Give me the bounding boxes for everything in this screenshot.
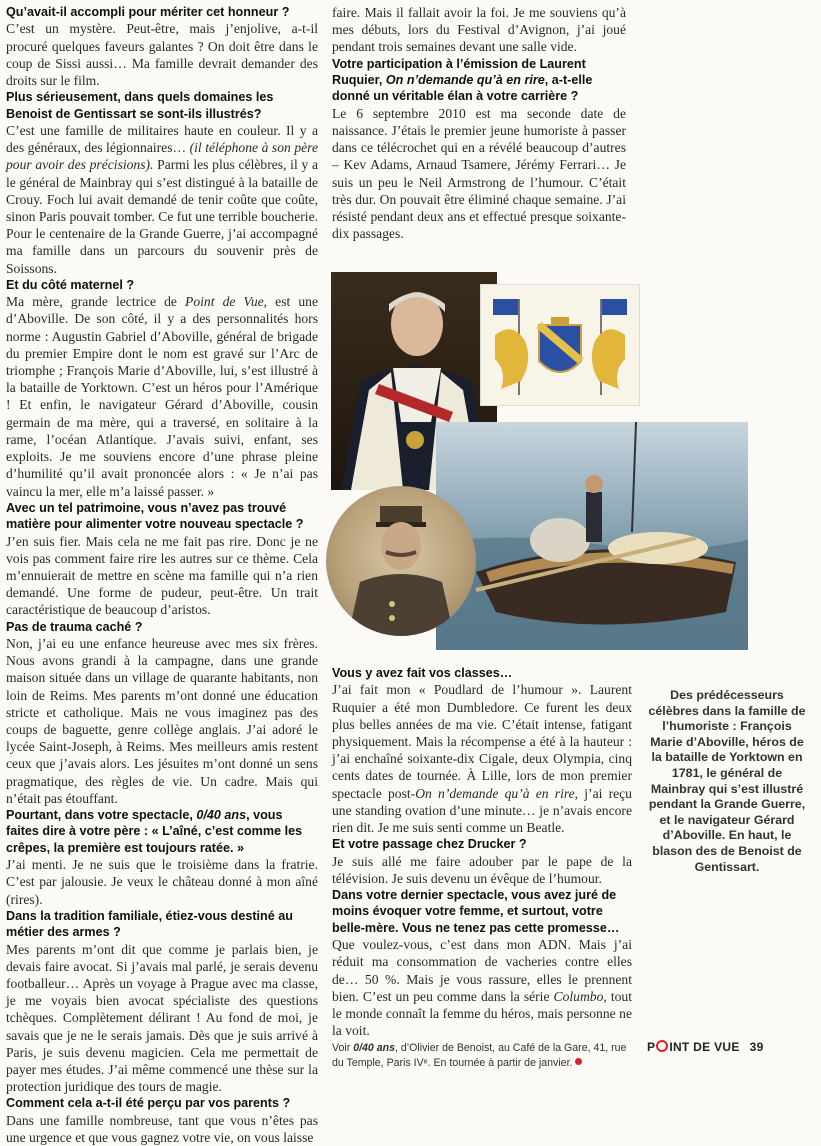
brand-name: P INT DE VUE xyxy=(647,1040,740,1054)
interview-question: Et du côté maternel ? xyxy=(6,277,135,292)
interview-question xyxy=(6,807,318,856)
text-run: C’est une famille de militaires haute en couleur. Il y a des généraux, des légionnaires… xyxy=(6,123,318,156)
end-dot-icon xyxy=(575,1058,582,1065)
text-run: J’ai fait mon « Poudlard de l’humour ». Laurent Ruquier a été mon Dumbledore. Ce furent les deux plus belles années de ma vie. C’était intense, fatigant physiquement. Mais la récompense a été à la hauteur : j’ai enchaîné soixante-dix Cigale, deux Olympia, cinq cents dates de tournée. À Lille, lors de mon premier spectacle post- xyxy=(332,682,632,801)
folio xyxy=(647,1040,764,1054)
emphasis: Point de Vue xyxy=(185,294,264,310)
logo-ring-icon xyxy=(656,1040,668,1052)
text-run: , a-t-elle donné un véritable élan à votre carrière ? xyxy=(332,73,593,104)
interview-answer xyxy=(6,293,318,499)
interview-question: Comment cela a-t-il été perçu par vos parents ? xyxy=(6,1096,291,1111)
interview-answer: Non, j’ai eu une enfance heureuse avec mes six frères. Nous avons grandi à la campagne, dans une grande maison située dans un village de quarante habitants, non loin de Reims. Mes parents m’ont donné une éducation stricte et catholique. Mais ne vous imaginez pas des coups de baguette, genre collège anglais. J’ai adoré le lycée Saint-Joseph, à Reims. Mes meilleurs amis restent ceux que j’avais alors. Les jésuites m’ont donné un sens pragmatique, des règles de vie. Un cadre. Mais qui n’était pas étouffant. xyxy=(6,635,318,806)
interview-question: Dans la tradition familiale, étiez-vous destiné au métier des armes ? xyxy=(6,908,293,940)
photo-navigateur-rameur xyxy=(436,422,748,650)
interview-answer xyxy=(6,122,318,277)
interview-question: Avec un tel patrimoine, vous n’avez pas trouvé matière pour alimenter votre nouveau spectacle ? xyxy=(6,500,304,532)
interview-answer: J’en suis fier. Mais cela ne me fait pas rire. Donc je ne vois pas comment faire rire les autres sur ce thème. Cela m’ennuierait de mettre en scène ma famille qui n’a rien demandé. Une forme de pudeur, peut-être. Un trait caractéristique de beaucoup d’aristos. xyxy=(6,533,318,618)
text-run: Ma mère, grande lectrice de xyxy=(6,294,186,310)
blason-de-benoist-de-gentissart xyxy=(480,284,640,406)
text-run: Parmi les plus célèbres, il y a le général de Mainbray qui s’est distingué à la bataille de Crouy. Foch lui avait demandé de tenir coûte que coûte, sinon Paris pouvait tomber. Ce fut une terrible boucherie. Pour le centenaire de la Grande Guerre, j’ai accompagné ma famille dans un parcours du souvenir près de Soissons. xyxy=(6,157,318,276)
emphasis: On n’demande qu’à en rire xyxy=(415,785,575,801)
interview-question: Plus sérieusement, dans quels domaines les Benoist de Gentissart se sont-ils illustrés? xyxy=(6,90,274,121)
text-run: , est une d’Aboville. De son côté, il y a des personnalités hors norme : Augustin Gabriel d’Aboville, général de brigade du premier Empire dont le nom est gravé sur l’Arc de triomphe ; François Marie d’Aboville, lui, s’est illustré à la bataille de Yorktown. C’est un héros pour l’Amérique ! Et enfin, le navigateur Gérard d’Aboville, cousin germain de ma mère, qui a traversé, en solitaire à la rame, l’océan Atlantique. J’avais suivi, enfant, ses exploits. Je me souviens encore d’une phrase pleine d’humilité qu’il avait prononcée alors : « Je n’ai pas vaincu la mer, elle m’a laissé passer. » xyxy=(6,294,318,499)
show-credit: Voir 0/40 ans, d’Olivier de Benoist, au Café de la Gare, 41, rue du Temple, Paris IVᵉ. En tournée à partir de janvier. xyxy=(332,1042,627,1070)
text-run: Pourtant, dans votre spectacle, xyxy=(6,807,197,822)
interview-answer: J’ai menti. Je ne suis que le troisième dans la fratrie. C’est par jalousie. Je veux le château donné à mon aîné (rires). xyxy=(6,857,318,907)
interview-answer: C’est un mystère. Peut-être, mais j’enjolive, a-t-il procuré quelques faveurs galantes ? On doit être dans le coup de Sissi aussi… Ma famille devrait demander des droits sur le film. xyxy=(6,21,318,89)
interview-answer xyxy=(332,936,632,1039)
photo-caption: Des prédécesseurs célèbres dans la famille de l’humoriste : François Marie d’Aboville, héros de la bataille de Yorktown en 1781, le général de Mainbray qui s’est illustré pendant la Grande Guerre, et le navigateur Gérard d’Aboville. En haut, le blason des de Benoist de Gentissart. xyxy=(648,688,806,874)
emphasis: Columbo xyxy=(553,988,604,1004)
interview-question xyxy=(332,56,626,105)
text-run: Votre participation à l’émission de Laurent Ruquier, xyxy=(332,56,586,88)
interview-answer: Dans une famille nombreuse, tant que vous n’êtes pas une urgence et que vous gagnez votre vie, on vous laisse xyxy=(6,1112,318,1146)
portrait-general-de-mainbray xyxy=(326,486,476,636)
interview-question: Et votre passage chez Drucker ? xyxy=(332,837,527,852)
interview-question: Vous y avez fait vos classes… xyxy=(332,666,513,680)
interview-answer: Mes parents m’ont dit que comme je parlais bien, je devais faire avocat. Si j’avais mal parlé, je serais devenu footballeur… Après un voyage à Prague avec ma classe, je me voyais bien avocat spécialiste des questions tchèques. Complètement délirant ! Au fond de moi, je savais que je ne le serais jamais. Dès que je suis arrivé à Paris, je suis devenu magicien. Cela me permettait de payer mes études. J’ai même commencé une thèse sur la protection juridique des tours de magie. xyxy=(6,941,318,1095)
text-run: , vous faites dire à votre père : « L’aîné, c’est comme les crêpes, la première est toujours ratée. » xyxy=(6,807,303,855)
emphasis: On n’demande qu’à en rire xyxy=(385,73,545,88)
interview-answer: Le 6 septembre 2010 est ma seconde date de naissance. J’étais le premier jeune humoriste à passer dans ce télécrochet qui en a révélé beaucoup d’autres – Kev Adams, Arnaud Tsamere, Jérémy Ferrari… Je suis un peu le Neil Armstrong de l’humour. C’était très dur. On pouvait être éliminé chaque semaine. J’ai résisté pendant deux ans et effectué presque soixante-dix passages. xyxy=(332,105,626,242)
text-run: , j’ai reçu une standing ovation d’une minute… je n’avais encore rien dit. Je me suis senti comme un Beatle. xyxy=(332,785,632,836)
article-column-left xyxy=(6,4,318,1146)
interview-question: Pas de trauma caché ? xyxy=(6,619,143,634)
interview-answer: Je suis allé me faire adouber par le pape de la télévision. Je suis devenu un évêque de l’humour. xyxy=(332,853,632,886)
interview-answer xyxy=(332,681,632,836)
interview-answer: faire. Mais il fallait avoir la foi. Je me souviens qu’à mes débuts, lors du Festival d’Avignon, j’ai joué pendant trois semaines devant une salle vide. xyxy=(332,5,626,55)
interview-question: Qu’avait-il accompli pour mériter cet honneur ? xyxy=(6,5,290,19)
page-number: 39 xyxy=(749,1040,764,1054)
emphasis: 0/40 ans xyxy=(196,807,247,822)
text-run: Que voulez-vous, c’est dans mon ADN. Mais j’ai réduit ma consommation de vacheries contre elles de… 50 %. Mais je vous rassure, elles le prennent bien. C’est un peu comme dans la série xyxy=(332,937,632,1004)
emphasis: (il téléphone à son père pour avoir des précisions). xyxy=(6,140,318,173)
text-run: , tout le monde connaît la femme du héros, mais personne ne la voit. xyxy=(332,988,632,1039)
article-column-right-top xyxy=(332,4,626,242)
article-column-right-bottom xyxy=(332,665,632,1071)
interview-question: Dans votre dernier spectacle, vous avez juré de moins évoquer votre femme, et surtout, votre belle-mère. Vous ne tenez pas cette promesse… xyxy=(332,888,620,935)
